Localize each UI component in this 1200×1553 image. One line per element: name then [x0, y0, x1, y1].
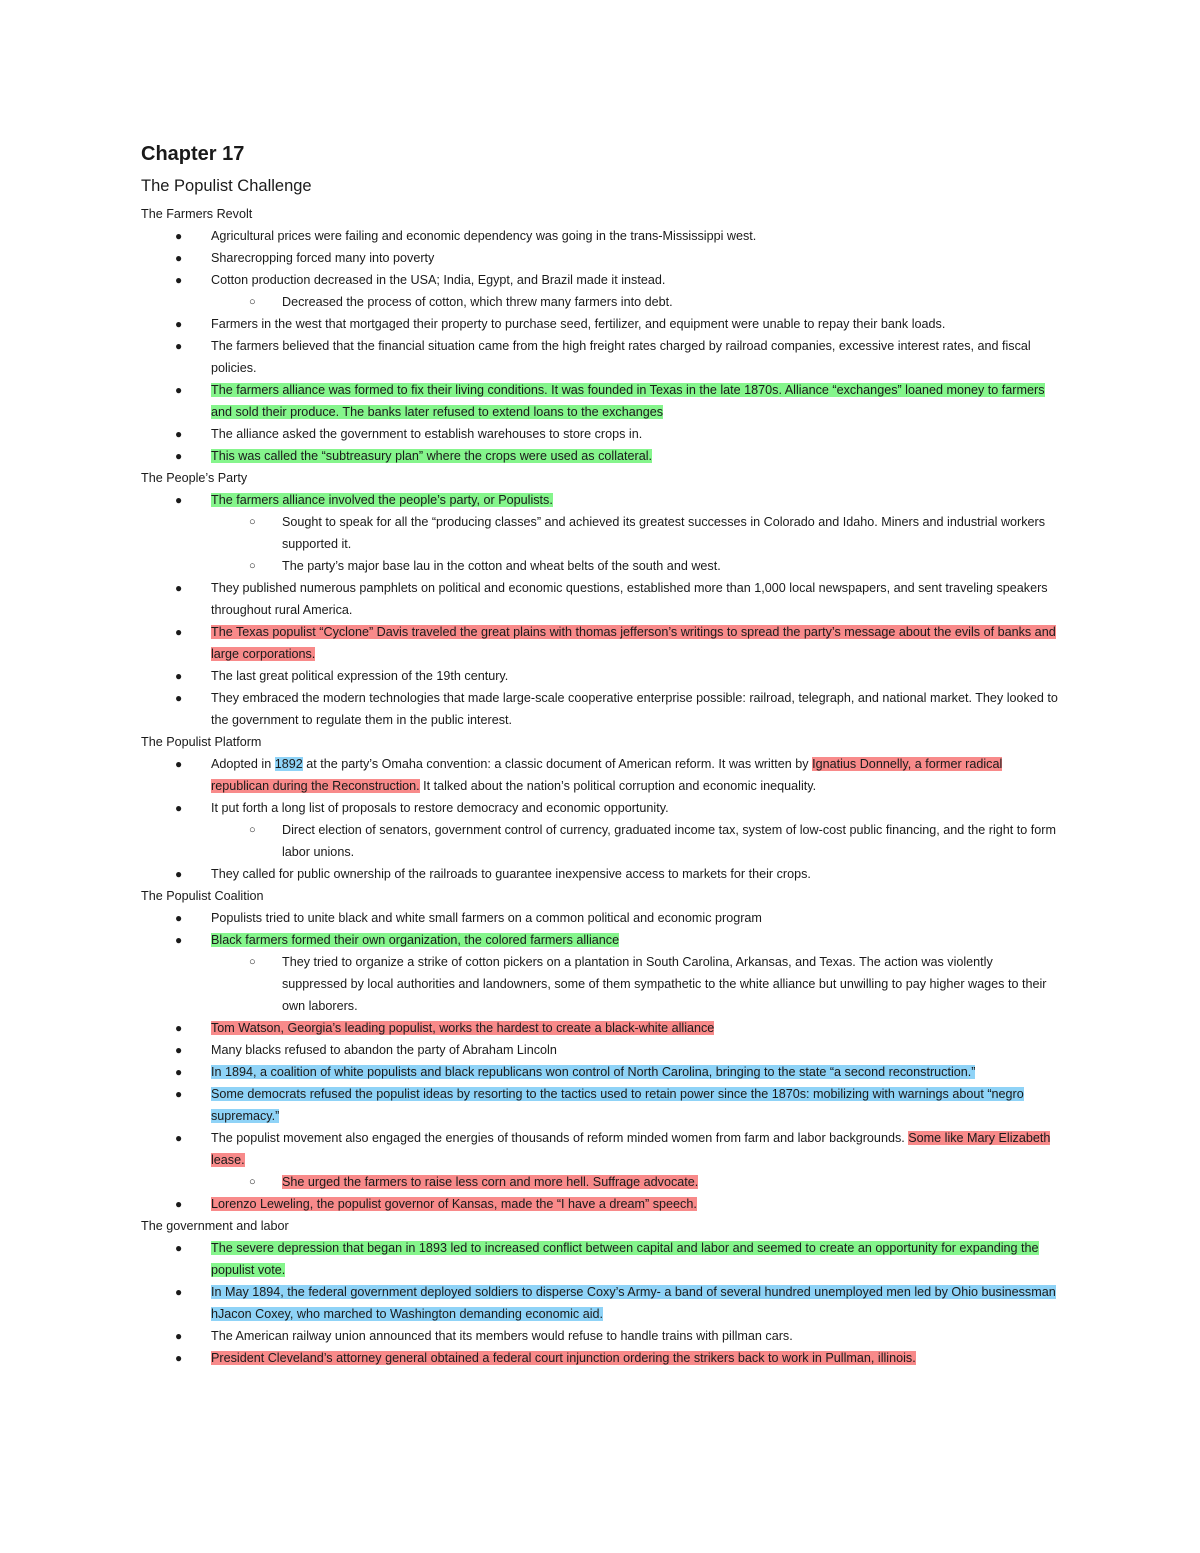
bullet-icon: ● — [175, 449, 183, 463]
bullet-icon: ● — [175, 757, 183, 771]
item-text — [211, 445, 1061, 467]
highlighted-text: In 1894, a coalition of white populists and black republicans won control of North Carolina, bringing to the state “a second reconstruction.” — [211, 1065, 976, 1079]
item-text: The farmers believed that the financial situation came from the high freight rates charged by railroad companies, excessive interest rates, and fiscal policies. — [211, 339, 1031, 375]
bullet-item — [141, 577, 1061, 621]
highlighted-text: The Texas populist “Cyclone” Davis traveled the great plains with thomas jefferson’s writings to spread the party’s message about the evils of banks and large corporations. — [211, 625, 1056, 661]
hollow-bullet-icon: ○ — [249, 296, 256, 308]
bullet-item — [141, 1347, 1061, 1369]
item-text — [211, 1193, 1061, 1215]
item-text: The party’s major base lau in the cotton and wheat belts of the south and west. — [282, 559, 721, 573]
bullet-item — [141, 445, 1061, 467]
highlighted-text: The farmers alliance involved the people’s party, or Populists. — [211, 493, 553, 507]
bullet-item — [141, 225, 1061, 247]
item-text: The last great political expression of the 19th century. — [211, 669, 509, 683]
bullet-icon: ● — [175, 581, 183, 595]
item-text — [282, 1171, 1061, 1193]
bullet-item — [141, 1039, 1061, 1061]
sub-bullet-item — [141, 291, 1061, 313]
section-heading: The Farmers Revolt — [141, 207, 253, 221]
item-text: Sharecropping forced many into poverty — [211, 251, 435, 265]
highlighted-text: Tom Watson, Georgia’s leading populist, works the hardest to create a black-white alliance — [211, 1021, 715, 1035]
bullet-icon: ● — [175, 625, 183, 639]
item-text: They tried to organize a strike of cotton pickers on a plantation in South Carolina, Arkansas, and Texas. The action was violently suppressed by local authorities and landowners, some of them sympathetic to the white alliance but unwilling to pay higher wages to their own laborers. — [282, 955, 1047, 1013]
bullet-item — [141, 1083, 1061, 1127]
bullet-item — [141, 753, 1061, 797]
bullet-icon: ● — [175, 1087, 183, 1101]
bullet-icon: ● — [175, 691, 183, 705]
bullet-icon: ● — [175, 1043, 183, 1057]
bullet-item — [141, 797, 1061, 819]
highlighted-text: Ignatius Donnelly, a former radical republican during the Reconstruction. — [211, 757, 1003, 793]
bullet-icon: ● — [175, 339, 183, 353]
bullet-item — [141, 1281, 1061, 1325]
item-text — [211, 1281, 1061, 1325]
item-text — [211, 1127, 1061, 1171]
highlighted-text: President Cleveland’s attorney general obtained a federal court injunction ordering the strikers back to work in Pullman, illinois. — [211, 1351, 916, 1365]
item-text — [211, 1083, 1061, 1127]
item-text: Cotton production decreased in the USA; India, Egypt, and Brazil made it instead. — [211, 273, 666, 287]
bullet-icon: ● — [175, 1065, 183, 1079]
section-heading: The Populist Coalition — [141, 889, 264, 903]
sub-bullet-item — [141, 555, 1061, 577]
bullet-item — [141, 379, 1061, 423]
item-text — [211, 753, 1061, 797]
item-text — [211, 621, 1061, 665]
hollow-bullet-icon: ○ — [249, 956, 256, 968]
bullet-item — [141, 1017, 1061, 1039]
bullet-icon: ● — [175, 317, 183, 331]
text-run: It talked about the nation’s political corruption and economic inequality. — [419, 779, 817, 793]
section-heading: The Populist Platform — [141, 735, 262, 749]
bullet-item — [141, 665, 1061, 687]
hollow-bullet-icon: ○ — [249, 560, 256, 572]
item-text — [211, 1061, 1061, 1083]
bullet-icon: ● — [175, 1197, 183, 1211]
bullet-item — [141, 269, 1061, 291]
bullet-icon: ● — [175, 911, 183, 925]
bullet-icon: ● — [175, 493, 183, 507]
item-text — [211, 929, 1061, 951]
chapter-title: Chapter 17 — [141, 143, 245, 165]
text-run: The populist movement also engaged the energies of thousands of reform minded women from farm and labor backgrounds. — [211, 1131, 909, 1145]
item-text — [211, 1237, 1061, 1281]
bullet-icon: ● — [175, 1351, 183, 1365]
bullet-icon: ● — [175, 229, 183, 243]
item-text: Decreased the process of cotton, which threw many farmers into debt. — [282, 295, 673, 309]
chapter-subtitle: The Populist Challenge — [141, 177, 312, 195]
bullet-item — [141, 863, 1061, 885]
bullet-item — [141, 1237, 1061, 1281]
bullet-item — [141, 1061, 1061, 1083]
item-text: They published numerous pamphlets on political and economic questions, established more than 1,000 local newspapers, and sent traveling speakers throughout rural America. — [211, 581, 1048, 617]
bullet-item — [141, 621, 1061, 665]
notes-body — [141, 203, 1061, 1369]
bullet-item — [141, 247, 1061, 269]
sub-bullet-item — [141, 819, 1061, 863]
item-text: Agricultural prices were failing and economic dependency was going in the trans-Mississippi west. — [211, 229, 757, 243]
item-text: The alliance asked the government to establish warehouses to store crops in. — [211, 427, 643, 441]
highlighted-text: The farmers alliance was formed to fix their living conditions. It was founded in Texas in the late 1870s. Alliance “exchanges” loaned money to farmers and sold their produce. The banks later refused to extend loans to the exchanges — [211, 383, 1045, 419]
highlighted-text: This was called the “subtreasury plan” where the crops were used as collateral. — [211, 449, 652, 463]
item-text: Direct election of senators, government control of currency, graduated income tax, system of low-cost public financing, and the right to form labor unions. — [282, 823, 1056, 859]
bullet-item — [141, 489, 1061, 511]
sub-bullet-item — [141, 511, 1061, 555]
item-text — [211, 379, 1061, 423]
bullet-icon: ● — [175, 867, 183, 881]
item-text: They embraced the modern technologies that made large-scale cooperative enterprise possible: railroad, telegraph, and national market. They looked to the government to regulate them in the public interest. — [211, 691, 1058, 727]
bullet-item — [141, 1193, 1061, 1215]
bullet-icon: ● — [175, 669, 183, 683]
item-text: Sought to speak for all the “producing classes” and achieved its greatest successes in Colorado and Idaho. Miners and industrial workers supported it. — [282, 515, 1046, 551]
bullet-icon: ● — [175, 251, 183, 265]
highlighted-text: Black farmers formed their own organization, the colored farmers alliance — [211, 933, 620, 947]
bullet-item — [141, 687, 1061, 731]
bullet-item — [141, 907, 1061, 929]
item-text — [211, 1347, 1061, 1369]
text-run: Adopted in — [211, 757, 275, 771]
bullet-item — [141, 1127, 1061, 1171]
hollow-bullet-icon: ○ — [249, 516, 256, 528]
bullet-icon: ● — [175, 1131, 183, 1145]
bullet-item — [141, 335, 1061, 379]
highlighted-text: She urged the farmers to raise less corn and more hell. Suffrage advocate. — [282, 1175, 699, 1189]
text-run: at the party’s Omaha convention: a classic document of American reform. It was written by — [302, 757, 813, 771]
hollow-bullet-icon: ○ — [249, 1176, 256, 1188]
bullet-item — [141, 423, 1061, 445]
item-text: It put forth a long list of proposals to restore democracy and economic opportunity. — [211, 801, 669, 815]
bullet-icon: ● — [175, 383, 183, 397]
bullet-icon: ● — [175, 1329, 183, 1343]
item-text: Many blacks refused to abandon the party of Abraham Lincoln — [211, 1043, 557, 1057]
item-text: The American railway union announced that its members would refuse to handle trains with pillman cars. — [211, 1329, 793, 1343]
bullet-item — [141, 1325, 1061, 1347]
item-text: They called for public ownership of the railroads to guarantee inexpensive access to markets for their crops. — [211, 867, 811, 881]
highlighted-text: 1892 — [274, 757, 303, 771]
item-text — [211, 1017, 1061, 1039]
bullet-icon: ● — [175, 427, 183, 441]
section-heading: The People’s Party — [141, 471, 248, 485]
section-heading: The government and labor — [141, 1219, 289, 1233]
bullet-item — [141, 313, 1061, 335]
item-text: Populists tried to unite black and white small farmers on a common political and economic program — [211, 911, 762, 925]
highlighted-text: Lorenzo Leweling, the populist governor of Kansas, made the “I have a dream” speech. — [211, 1197, 697, 1211]
sub-bullet-item — [141, 951, 1061, 1017]
bullet-icon: ● — [175, 933, 183, 947]
bullet-icon: ● — [175, 273, 183, 287]
item-text: Farmers in the west that mortgaged their property to purchase seed, fertilizer, and equipment were unable to repay their bank loads. — [211, 317, 946, 331]
bullet-icon: ● — [175, 1241, 183, 1255]
bullet-icon: ● — [175, 1285, 183, 1299]
sub-bullet-item — [141, 1171, 1061, 1193]
item-text — [211, 489, 1061, 511]
highlighted-text: Some like Mary Elizabeth lease. — [211, 1131, 1051, 1167]
bullet-icon: ● — [175, 801, 183, 815]
hollow-bullet-icon: ○ — [249, 824, 256, 836]
bullet-item — [141, 929, 1061, 951]
highlighted-text: The severe depression that began in 1893 led to increased conflict between capital and labor and seemed to create an opportunity for expanding the populist vote. — [211, 1241, 1039, 1277]
bullet-icon: ● — [175, 1021, 183, 1035]
highlighted-text: Some democrats refused the populist ideas by resorting to the tactics used to retain power since the 1870s: mobilizing with warnings about “negro supremacy.” — [211, 1087, 1024, 1123]
highlighted-text: In May 1894, the federal government deployed soldiers to disperse Coxy’s Army- a band of several hundred unemployed men led by Ohio businessman hJacon Coxey, who marched to Washington demanding economic aid. — [211, 1285, 1056, 1321]
